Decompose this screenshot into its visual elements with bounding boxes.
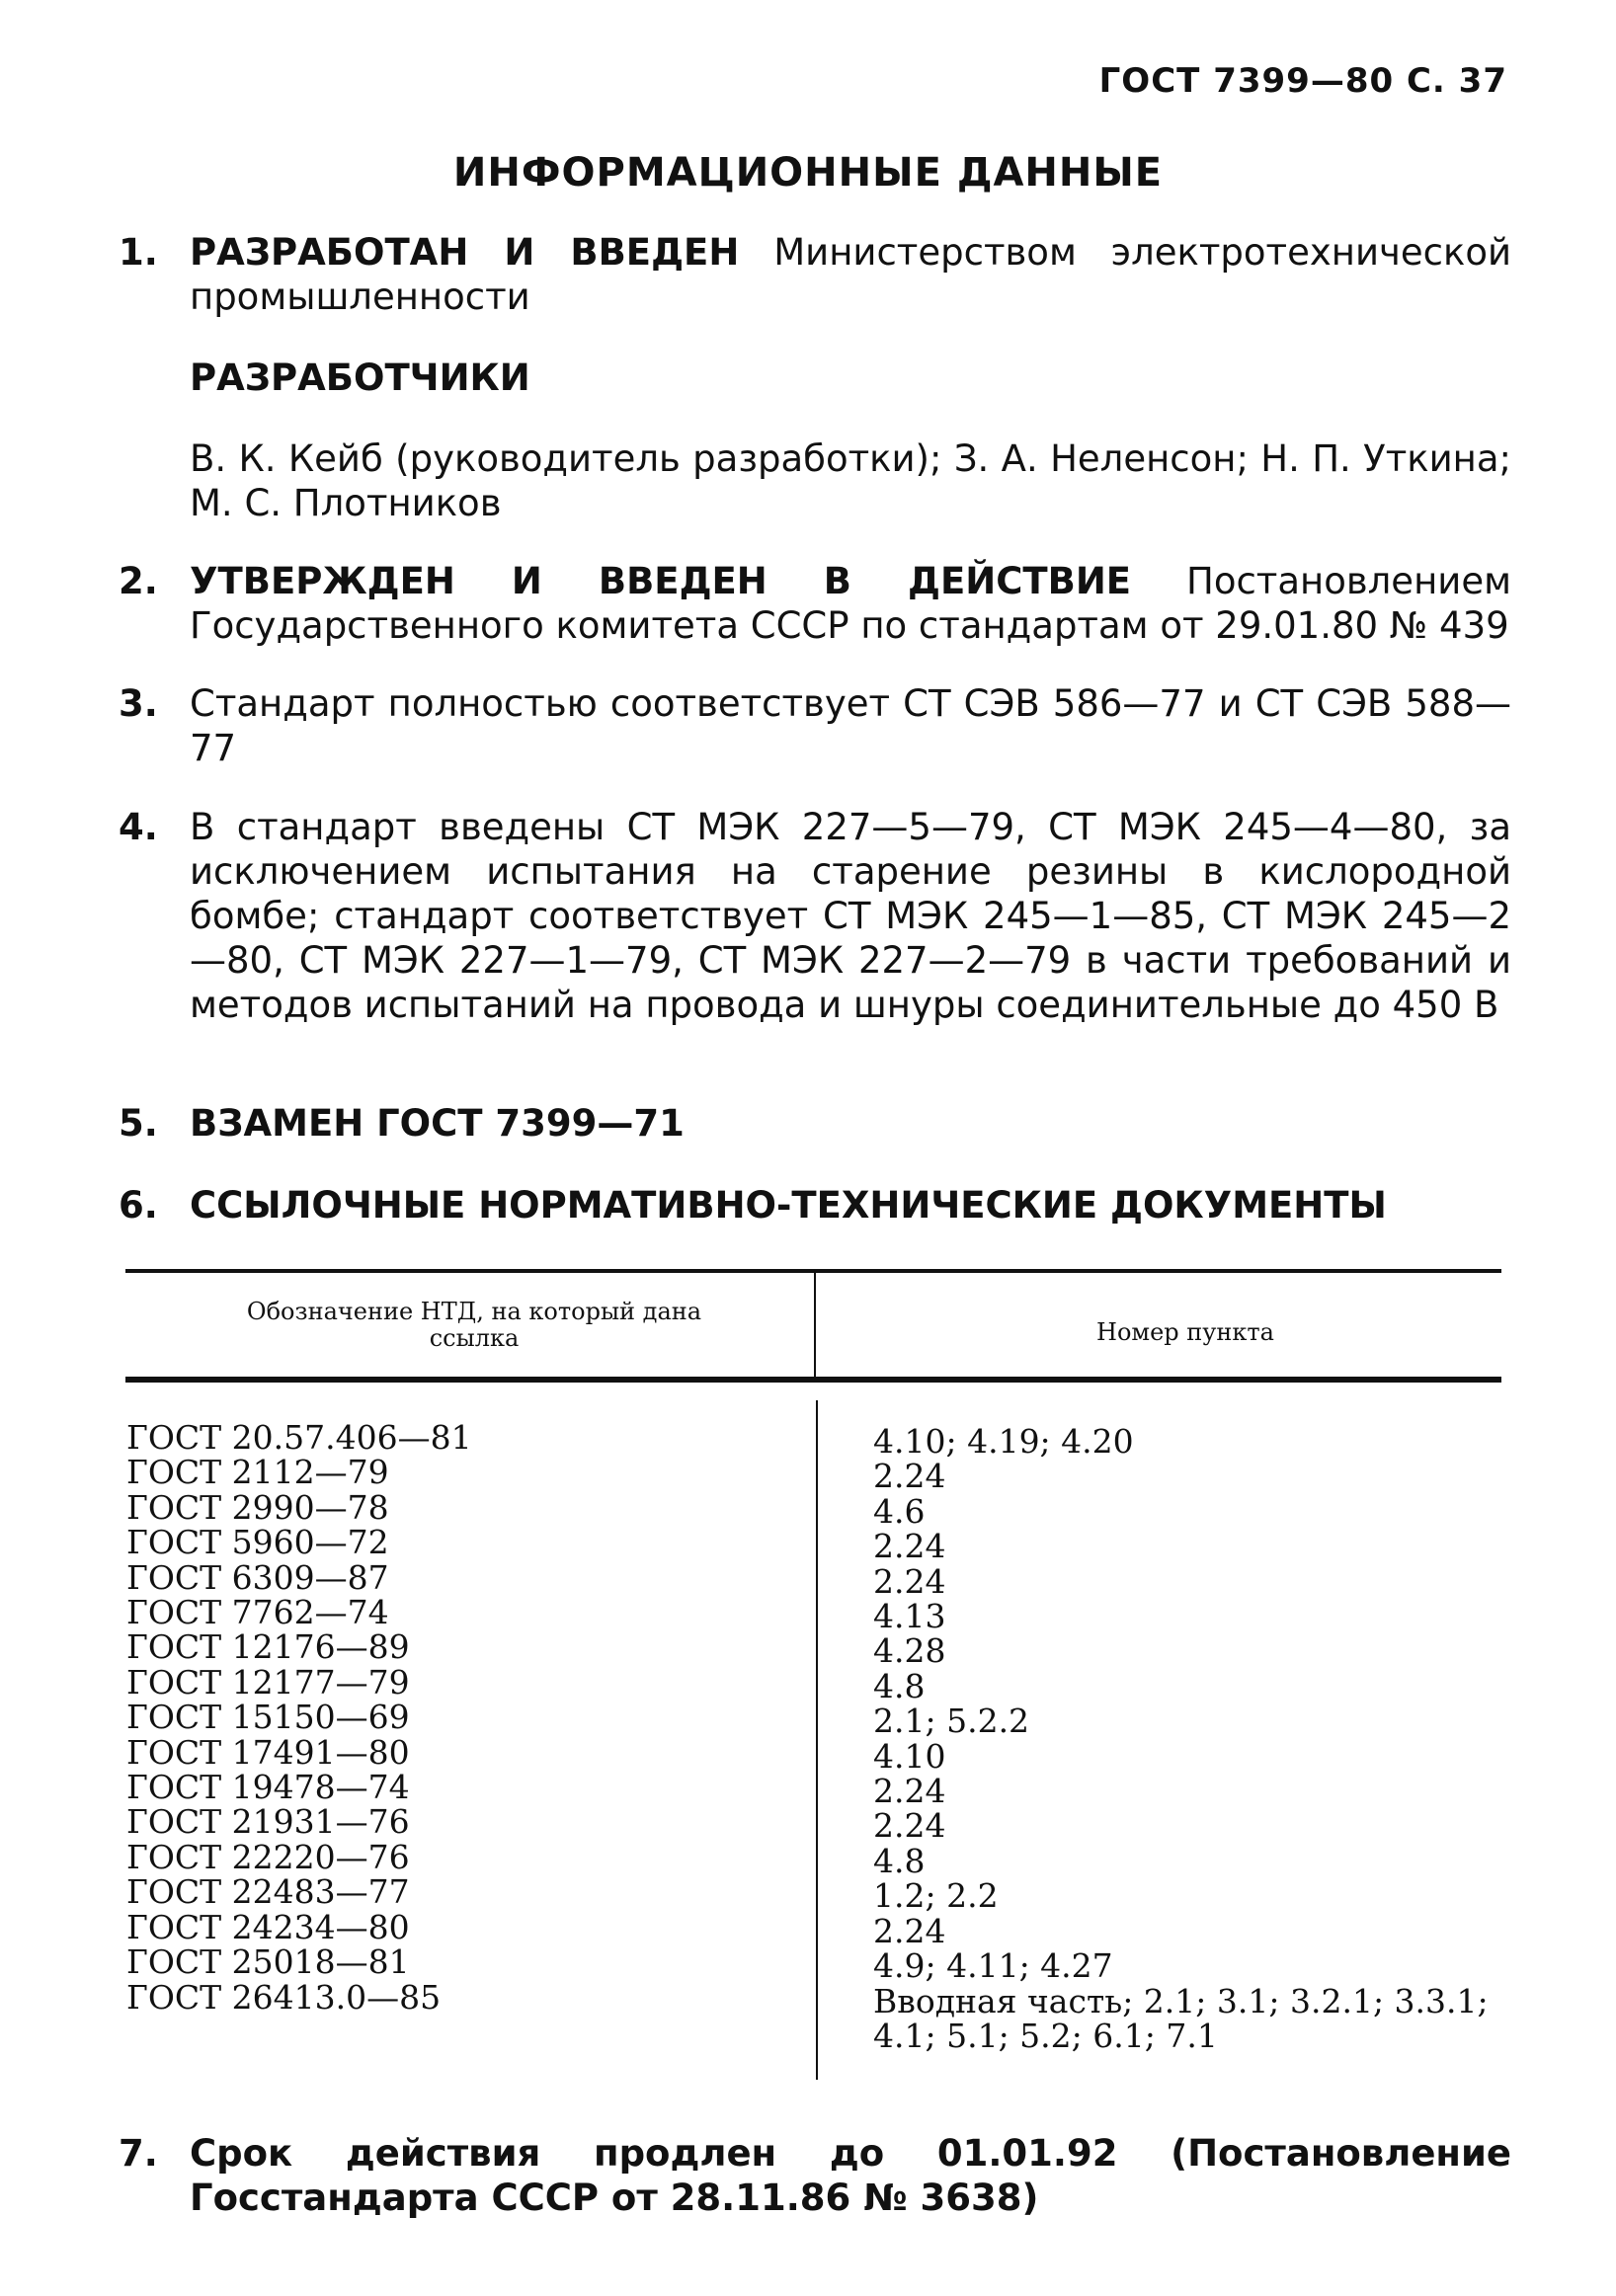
- item-3: [119, 681, 1511, 770]
- page-header: ГОСТ 7399—80 С. 37: [1098, 61, 1507, 101]
- item-7-number: 7.: [119, 2132, 158, 2175]
- table-cell-clause: 2.24: [873, 1806, 946, 1846]
- table-cell-doc: ГОСТ 5960—72: [126, 1523, 389, 1562]
- item-4-number: 4.: [119, 806, 158, 848]
- table-cell-doc: ГОСТ 17491—80: [126, 1732, 410, 1772]
- table-cell-doc: ГОСТ 22220—76: [126, 1837, 410, 1876]
- item-2-text: Постановлением Государственного комитета СССР по стандартам от 29.01.80 № 439: [190, 560, 1511, 647]
- table-cell-clause: 2.24: [873, 1457, 946, 1496]
- table-cell-clause: 4.8: [873, 1666, 926, 1705]
- table-cell-doc: ГОСТ 2990—78: [126, 1487, 389, 1527]
- table-cell-doc: ГОСТ 22483—77: [126, 1872, 410, 1912]
- table-cell-clause: 4.10: [873, 1736, 946, 1776]
- table-header-rule: [125, 1377, 1501, 1383]
- item-7-text: Срок действия продлен до 01.01.92 (Постановление Госстандарта СССР от 28.11.86 № 3638): [190, 2132, 1511, 2219]
- item-1: [119, 230, 1511, 319]
- developers-text: В. К. Кейб (руководитель разработки); З. А. Неленсон; Н. П. Уткина; М. С. Плотников: [190, 437, 1511, 524]
- table-cell-clause: 2.1; 5.2.2: [873, 1702, 1030, 1741]
- table-cell-doc: ГОСТ 20.57.406—81: [126, 1418, 472, 1457]
- table-cell-doc: ГОСТ 6309—87: [126, 1557, 389, 1597]
- item-5-number: 5.: [119, 1102, 158, 1145]
- table-cell-clause: 4.13: [873, 1597, 946, 1636]
- table-cell-doc: ГОСТ 19478—74: [126, 1768, 410, 1807]
- item-6-number: 6.: [119, 1184, 158, 1227]
- table-cell-clause: 2.24: [873, 1911, 946, 1950]
- developers-heading: РАЗРАБОТЧИКИ: [190, 356, 530, 399]
- table-body-divider: [816, 1400, 818, 2080]
- col1-header: Обозначение НТД, на который дана ссылка: [246, 1298, 702, 1352]
- item-5: [119, 1101, 1511, 1146]
- table-cell-doc: ГОСТ 15150—69: [126, 1698, 410, 1737]
- table-cell-clause: 4.28: [873, 1631, 946, 1671]
- table-cell-clause: 4.6: [873, 1491, 926, 1531]
- table-header-divider: [814, 1273, 816, 1378]
- table-cell-doc: ГОСТ 12176—89: [126, 1627, 410, 1667]
- item-4-text: В стандарт введены СТ МЭК 227—5—79, СТ МЭК 245—4—80, за исключением испытания на старение резины в кислородной бомбе; стандарт соответствует СТ МЭК 245—1—85, СТ МЭК 245—2—80, СТ МЭК 227—1—79, СТ МЭК 227—2—79 в части требований и методов испытаний на провода и шнуры соединительные до 450 В: [190, 806, 1511, 1026]
- table-cell-clause: 4.9; 4.11; 4.27: [873, 1946, 1113, 1986]
- table-cell-clause: 1.2; 2.2: [873, 1876, 999, 1916]
- table-cell-clause: 2.24: [873, 1561, 946, 1601]
- table-cell-doc: ГОСТ 12177—79: [126, 1662, 410, 1702]
- item-3-number: 3.: [119, 682, 158, 725]
- table-cell-clause: 4.8: [873, 1841, 926, 1880]
- item-1-lead: РАЗРАБОТАН И ВВЕДЕН: [190, 231, 740, 274]
- item-2: [119, 559, 1511, 648]
- doc-column: [126, 1420, 778, 2015]
- table-cell-doc: ГОСТ 25018—81: [126, 1942, 410, 1982]
- clause-column: [873, 1424, 1525, 2053]
- table-cell-clause: Вводная часть; 2.1; 3.1; 3.2.1; 3.3.1; 4.1; 5.1; 5.2; 6.1; 7.1: [873, 1981, 1489, 2055]
- item-7: [119, 2131, 1511, 2220]
- item-6: [119, 1183, 1511, 1227]
- item-2-number: 2.: [119, 560, 158, 602]
- item-1-number: 1.: [119, 231, 158, 274]
- table-cell-clause: 2.24: [873, 1772, 946, 1811]
- item-6-text: ССЫЛОЧНЫЕ НОРМАТИВНО-ТЕХНИЧЕСКИЕ ДОКУМЕНТЫ: [190, 1184, 1387, 1227]
- table-cell-doc: ГОСТ 26413.0—85: [126, 1977, 442, 2017]
- item-4: [119, 805, 1511, 1027]
- table-cell-doc: ГОСТ 2112—79: [126, 1453, 389, 1492]
- item-1-text: Министерством электротехнической промышленности: [190, 231, 1512, 318]
- col2-header: Номер пункта: [1096, 1318, 1274, 1346]
- item-3-text: Стандарт полностью соответствует СТ СЭВ 586—77 и СТ СЭВ 588—77: [190, 682, 1511, 769]
- table-cell-doc: ГОСТ 24234—80: [126, 1907, 410, 1946]
- table-cell-doc: ГОСТ 7762—74: [126, 1593, 389, 1632]
- item-5-text: ВЗАМЕН ГОСТ 7399—71: [190, 1102, 685, 1145]
- item-2-lead: УТВЕРЖДЕН И ВВЕДЕН В ДЕЙСТВИЕ: [190, 560, 1132, 602]
- table-cell-clause: 2.24: [873, 1527, 946, 1566]
- page-title: ИНФОРМАЦИОННЫЕ ДАННЫЕ: [452, 150, 1164, 196]
- table-cell-clause: 4.10; 4.19; 4.20: [873, 1422, 1134, 1461]
- table-cell-doc: ГОСТ 21931—76: [126, 1802, 410, 1842]
